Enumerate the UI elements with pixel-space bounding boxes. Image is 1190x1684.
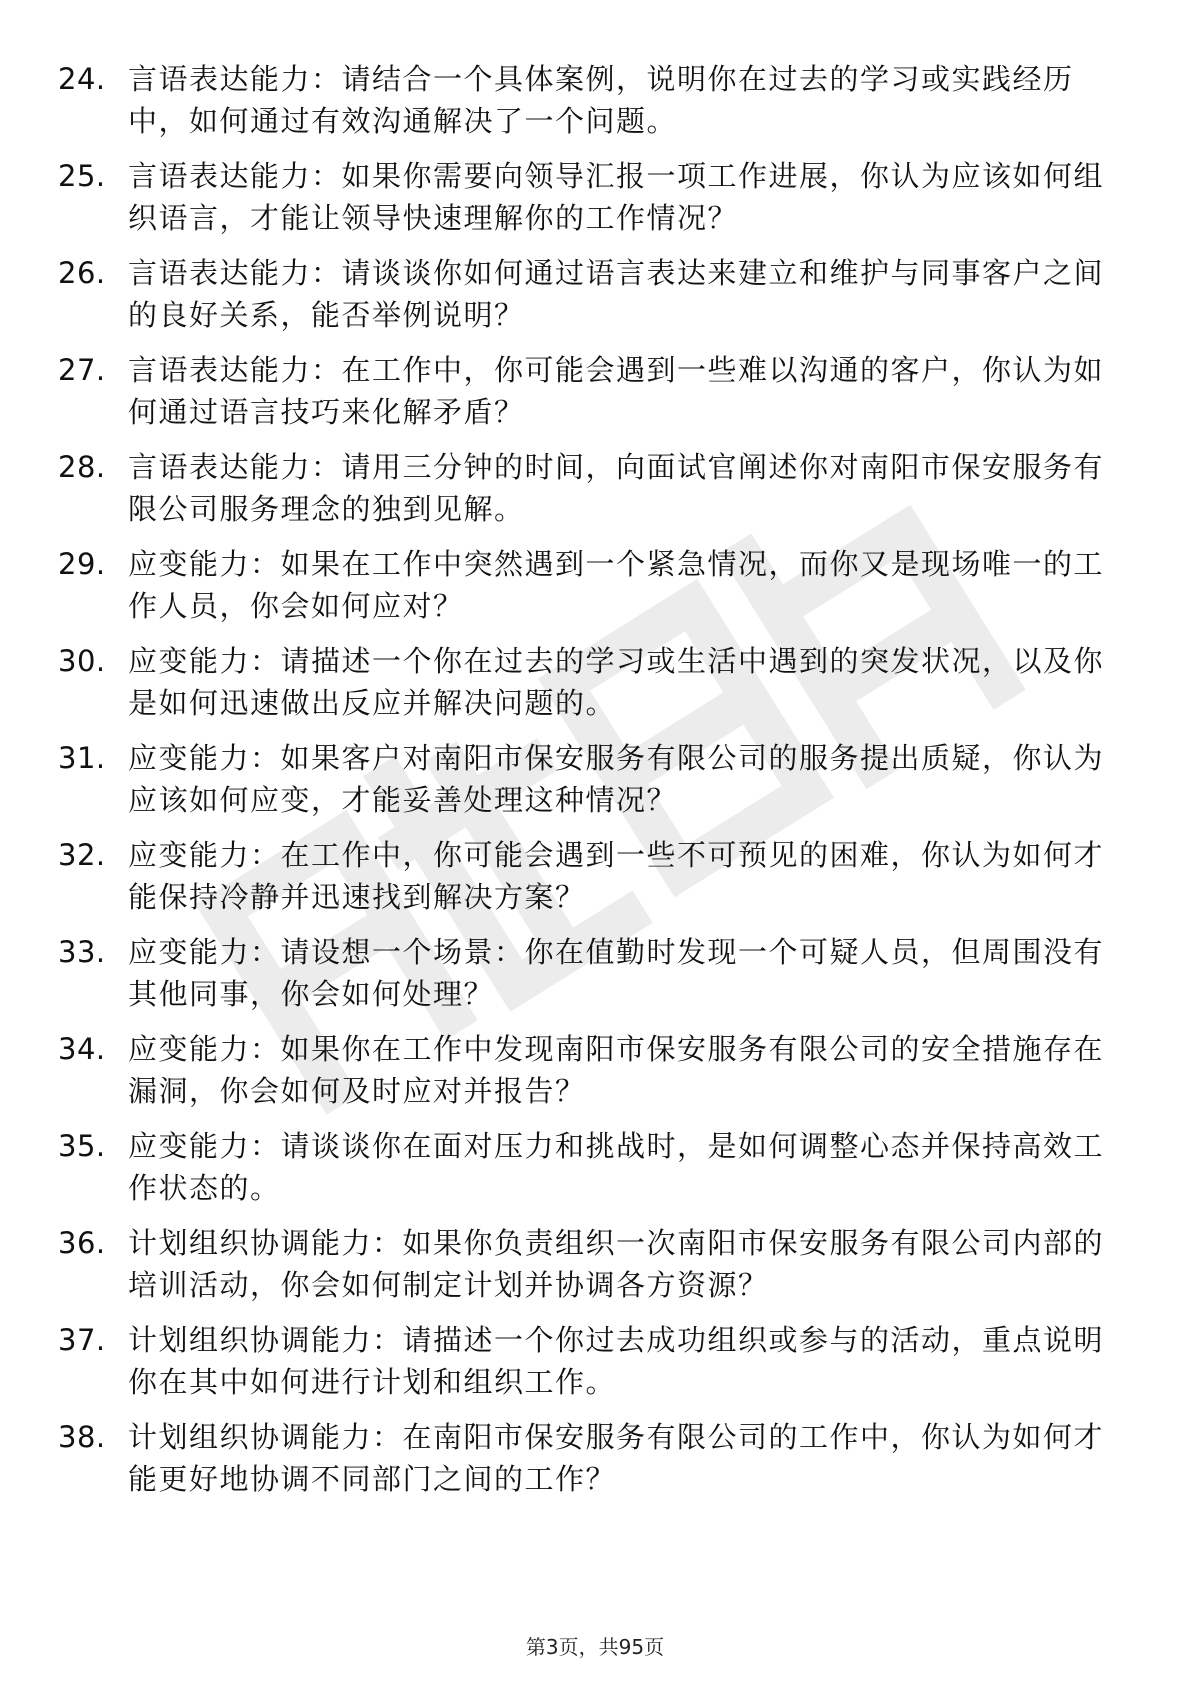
question-item <box>58 737 1128 827</box>
question-item <box>58 1416 1128 1506</box>
question-text: 言语表达能力：如果你需要向领导汇报一项工作进展，你认为应该如何组织语言，才能让领导快速理解你的工作情况？ <box>128 159 1105 235</box>
question-number: 25. <box>58 159 106 193</box>
question-item <box>58 640 1128 730</box>
question-number: 37. <box>58 1323 106 1357</box>
question-item <box>58 931 1128 1021</box>
question-number: 31. <box>58 741 106 775</box>
question-text: 应变能力：在工作中，你可能会遇到一些不可预见的困难，你认为如何才能保持冷静并迅速找到解决方案？ <box>128 838 1105 914</box>
question-item <box>58 349 1128 439</box>
question-text: 言语表达能力：请谈谈你如何通过语言表达来建立和维护与同事客户之间的良好关系，能否举例说明？ <box>128 256 1105 332</box>
question-item <box>58 1028 1128 1118</box>
question-item <box>58 834 1128 924</box>
question-number: 30. <box>58 644 106 678</box>
question-item <box>58 155 1128 245</box>
question-item <box>58 1222 1128 1312</box>
question-item <box>58 1125 1128 1215</box>
question-item <box>58 252 1128 342</box>
question-item <box>58 1319 1128 1409</box>
question-number: 33. <box>58 935 106 969</box>
question-item <box>58 543 1128 633</box>
question-number: 34. <box>58 1032 106 1066</box>
question-number: 26. <box>58 256 106 290</box>
page-number-footer: 第3页，共95页 <box>525 1635 665 1659</box>
question-text: 计划组织协调能力：请描述一个你过去成功组织或参与的活动，重点说明你在其中如何进行计划和组织工作。 <box>128 1323 1105 1399</box>
question-number: 28. <box>58 450 106 484</box>
question-text: 应变能力：如果在工作中突然遇到一个紧急情况，而你又是现场唯一的工作人员，你会如何应对？ <box>128 547 1105 623</box>
question-text: 应变能力：请谈谈你在面对压力和挑战时，是如何调整心态并保持高效工作状态的。 <box>128 1129 1105 1205</box>
question-number: 36. <box>58 1226 106 1260</box>
question-item <box>58 446 1128 536</box>
question-number: 38. <box>58 1420 106 1454</box>
question-text: 计划组织协调能力：在南阳市保安服务有限公司的工作中，你认为如何才能更好地协调不同部门之间的工作？ <box>128 1420 1105 1496</box>
question-text: 言语表达能力：请结合一个具体案例，说明你在过去的学习或实践经历中，如何通过有效沟通解决了一个问题。 <box>128 62 1074 138</box>
question-text: 应变能力：如果你在工作中发现南阳市保安服务有限公司的安全措施存在漏洞，你会如何及时应对并报告？ <box>128 1032 1105 1108</box>
question-number: 35. <box>58 1129 106 1163</box>
question-number: 27. <box>58 353 106 387</box>
question-text: 言语表达能力：在工作中，你可能会遇到一些难以沟通的客户，你认为如何通过语言技巧来化解矛盾？ <box>128 353 1105 429</box>
question-text: 应变能力：请描述一个你在过去的学习或生活中遇到的突发状况，以及你是如何迅速做出反应并解决问题的。 <box>128 644 1105 720</box>
question-number: 32. <box>58 838 106 872</box>
question-text: 应变能力：如果客户对南阳市保安服务有限公司的服务提出质疑，你认为应该如何应变，才能妥善处理这种情况？ <box>128 741 1105 817</box>
question-list <box>58 58 1128 1513</box>
question-number: 29. <box>58 547 106 581</box>
question-item <box>58 58 1128 148</box>
question-text: 计划组织协调能力：如果你负责组织一次南阳市保安服务有限公司内部的培训活动，你会如何制定计划并协调各方资源？ <box>128 1226 1105 1302</box>
question-text: 言语表达能力：请用三分钟的时间，向面试官阐述你对南阳市保安服务有限公司服务理念的独到见解。 <box>128 450 1105 526</box>
question-text: 应变能力：请设想一个场景：你在值勤时发现一个可疑人员，但周围没有其他同事，你会如何处理？ <box>128 935 1105 1011</box>
question-number: 24. <box>58 62 106 96</box>
